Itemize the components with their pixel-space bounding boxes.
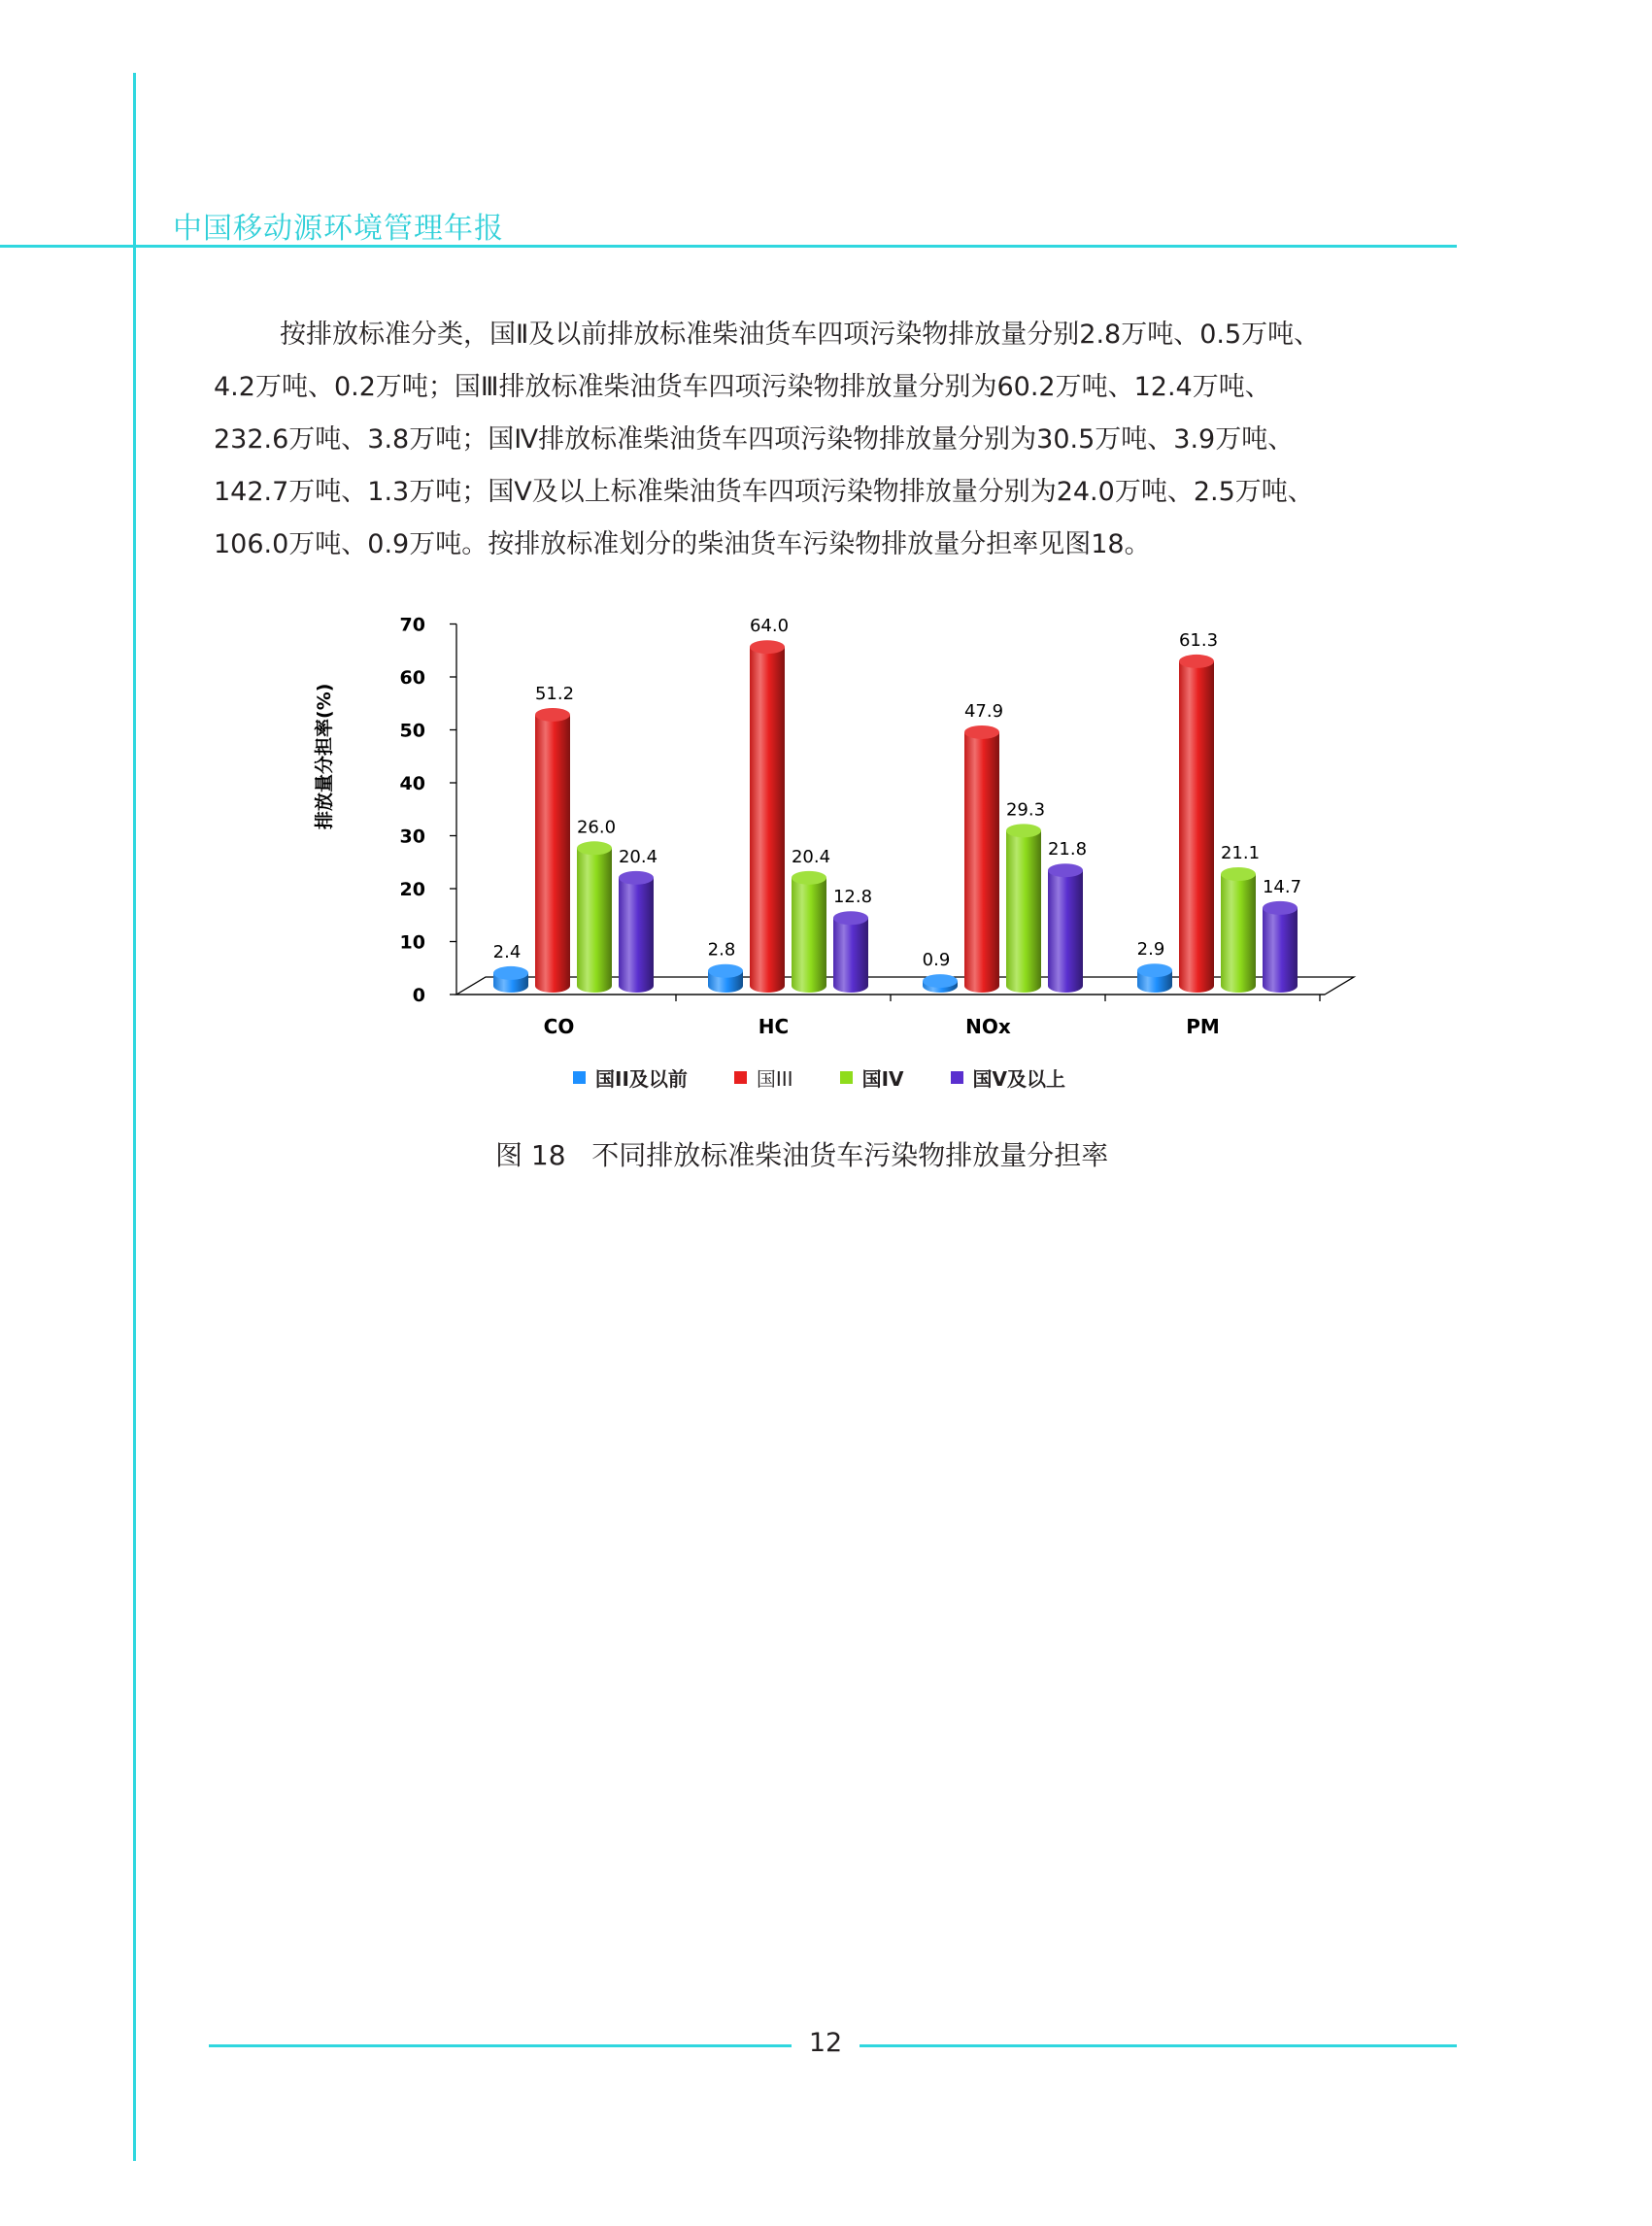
y-tick-label: 70 [399,614,425,636]
bar-body [1179,661,1214,993]
page-number: 12 [808,2028,843,2058]
data-label: 12.8 [832,887,873,908]
legend-swatch [573,1071,586,1084]
figure-caption: 图 18 不同排放标准柴油货车污染物排放量分担率 [495,1139,1109,1171]
data-label: 0.9 [922,950,951,971]
bar-top [1137,963,1172,977]
data-label: 2.9 [1136,939,1165,961]
bar-top [708,964,743,978]
bar-body [964,732,999,993]
x-tick-label: CO [543,1015,575,1038]
data-label: 51.2 [534,683,575,704]
y-tick-label: 40 [399,773,425,794]
bar-nox-3 [1048,863,1083,993]
data-label: 20.4 [791,846,831,867]
y-tick-label: 50 [399,720,425,742]
legend-swatch [840,1071,853,1084]
data-label: 21.1 [1220,843,1261,864]
x-tick-label: NOx [965,1015,1011,1038]
bar-co-3 [619,871,654,993]
y-tick-label: 30 [399,826,425,848]
legend-item [573,1063,688,1092]
bar-chart [291,592,1379,1049]
legend-item [734,1063,793,1092]
footer-rule-right [860,2044,1457,2047]
x-tick-label: PM [1186,1015,1220,1038]
bar-co-1 [535,708,570,993]
bar-top [577,841,612,855]
y-tick-label: 20 [399,879,425,900]
bar-body [1221,874,1256,993]
bar-body [535,715,570,993]
data-label: 2.4 [492,941,522,962]
bar-pm-3 [1263,901,1298,993]
bar-nox-2 [1006,824,1041,993]
bar-pm-1 [1179,655,1214,993]
bar-body [750,647,785,993]
bar-top [1006,824,1041,837]
data-label: 26.0 [576,817,617,838]
bar-top [923,974,958,988]
bar-body [833,918,868,993]
bar-body [619,878,654,993]
bar-top [535,708,570,722]
data-label: 64.0 [749,616,790,637]
bar-top [750,640,785,654]
bar-top [833,911,868,925]
bar-top [964,725,999,739]
bar-top [1048,863,1083,877]
bar-top [1263,901,1298,915]
legend-item [951,1063,1065,1092]
data-label: 2.8 [707,939,736,961]
bar-pm-2 [1221,867,1256,993]
bar-top [493,966,528,980]
paragraph-line: 按排放标准分类，国Ⅱ及以前排放标准柴油货车四项污染物排放量分别2.8万吨、0.5万吨、 [280,320,1321,350]
x-tick-label: HC [758,1015,790,1038]
bar-body [792,878,826,993]
running-header: 中国移动源环境管理年报 [173,212,504,246]
data-label: 20.4 [618,846,658,867]
data-label: 14.7 [1262,876,1302,897]
bar-hc-0 [708,964,743,993]
bar-body [1263,908,1298,993]
y-axis-title: 排放量分担率(%) [314,683,335,829]
legend-swatch [734,1071,747,1084]
bar-hc-3 [833,911,868,993]
paragraph-line: 232.6万吨、3.8万吨；国Ⅳ排放标准柴油货车四项污染物排放量分别为30.5万吨、3.9万吨、 [214,424,1295,455]
data-label: 47.9 [963,700,1004,722]
bar-hc-2 [792,871,826,993]
legend-label: 国V及以上 [972,1066,1065,1091]
bar-hc-1 [750,640,785,993]
paragraph-line: 142.7万吨、1.3万吨；国Ⅴ及以上标准柴油货车四项污染物排放量分别为24.0万吨、2.5万吨、 [214,477,1314,507]
bar-nox-1 [964,725,999,993]
bar-co-2 [577,841,612,993]
paragraph-line: 106.0万吨、0.9万吨。按排放标准划分的柴油货车污染物排放量分担率见图18。 [214,529,1151,559]
body-paragraph [214,309,1467,571]
data-label: 21.8 [1047,839,1088,860]
legend-item [840,1063,904,1092]
bar-pm-0 [1137,963,1172,993]
legend-label: 国II及以前 [595,1066,688,1091]
legend-label: 国III [756,1066,793,1091]
y-tick-label: 10 [399,931,425,954]
bar-body [577,848,612,993]
bar-top [619,871,654,885]
bar-top [1221,867,1256,881]
paragraph-line: 4.2万吨、0.2万吨；国Ⅲ排放标准柴油货车四项污染物排放量分别为60.2万吨、12.4万吨、 [214,372,1271,402]
data-label: 61.3 [1178,629,1219,651]
bar-co-0 [493,966,528,993]
footer-rule-left [209,2044,792,2047]
bar-top [792,871,826,885]
chart-legend [573,1062,1065,1092]
left-accent-line [133,73,136,2161]
bar-nox-0 [923,974,958,993]
y-tick-label: 0 [412,985,425,1006]
bar-body [1048,870,1083,993]
legend-swatch [951,1071,963,1084]
y-tick-label: 60 [399,667,425,689]
bar-top [1179,655,1214,668]
legend-label: 国IV [861,1066,904,1091]
bar-body [1006,830,1041,993]
data-label: 29.3 [1005,799,1046,821]
